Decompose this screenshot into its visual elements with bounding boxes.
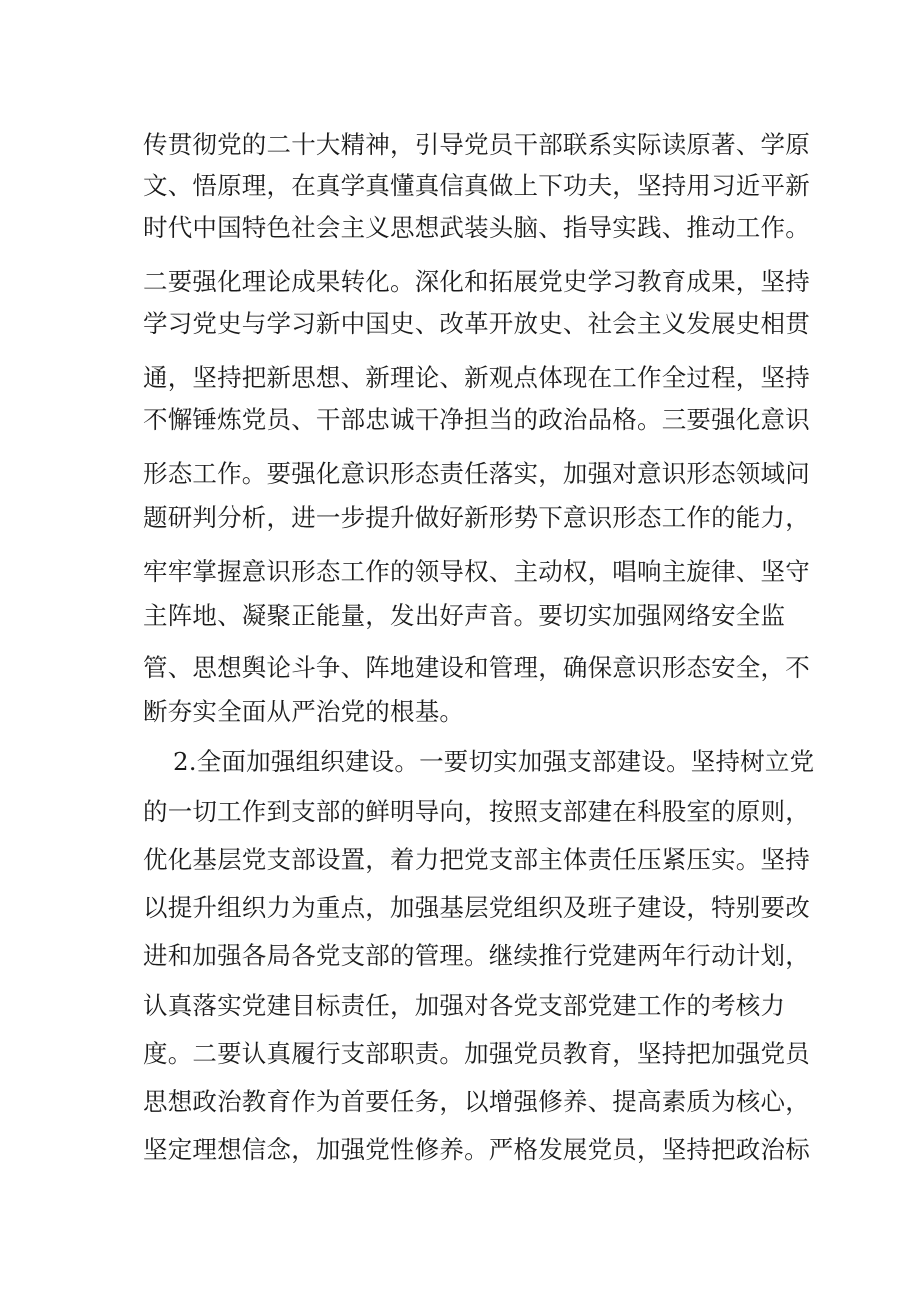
section-heading-line: 2.全面加强组织建设。一要切实加强支部建设。坚持树立党 bbox=[173, 747, 815, 776]
body-text-line: 断夯实全面从严治党的根基。 bbox=[143, 697, 465, 726]
body-text-line: 时代中国特色社会主义思想武装头脑、指导实践、推动工作。 bbox=[143, 213, 810, 242]
body-text-line: 文、悟原理，在真学真懂真信真做上下功夫，坚持用习近平新 bbox=[143, 171, 810, 200]
body-text-line: 思想政治教育作为首要任务，以增强修养、提高素质为核心， bbox=[143, 1087, 810, 1116]
body-text-line: 管、思想舆论斗争、阵地建设和管理，确保意识形态安全，不 bbox=[143, 653, 810, 682]
body-text-line: 形态工作。要强化意识形态责任落实，加强对意识形态领域问 bbox=[143, 459, 810, 488]
body-text-line: 学习党史与学习新中国史、改革开放史、社会主义发展史相贯 bbox=[143, 309, 810, 338]
body-text-line: 通，坚持把新思想、新理论、新观点体现在工作全过程，坚持 bbox=[143, 363, 810, 392]
body-text-line: 不懈锤炼党员、干部忠诚干净担当的政治品格。三要强化意识 bbox=[143, 405, 810, 434]
body-text-line: 优化基层党支部设置，着力把党支部主体责任压紧压实。坚持 bbox=[143, 845, 810, 874]
body-text-line: 传贯彻党的二十大精神，引导党员干部联系实际读原著、学原 bbox=[143, 130, 810, 159]
body-text-line: 度。二要认真履行支部职责。加强党员教育，坚持把加强党员 bbox=[143, 1039, 810, 1068]
body-text-line: 坚定理想信念，加强党性修养。严格发展党员，坚持把政治标 bbox=[143, 1135, 810, 1164]
body-text-line: 题研判分析，进一步提升做好新形势下意识形态工作的能力， bbox=[143, 503, 810, 532]
body-text-line: 牢牢掌握意识形态工作的领导权、主动权，唱响主旋律、坚守 bbox=[143, 557, 810, 586]
body-text-line: 进和加强各局各党支部的管理。继续推行党建两年行动计划， bbox=[143, 941, 810, 970]
body-text-line: 的一切工作到支部的鲜明导向，按照支部建在科股室的原则， bbox=[143, 797, 810, 826]
body-text-line: 二要强化理论成果转化。深化和拓展党史学习教育成果，坚持 bbox=[143, 267, 810, 296]
body-text-line: 以提升组织力为重点，加强基层党组织及班子建设，特别要改 bbox=[143, 893, 810, 922]
body-text-line: 认真落实党建目标责任，加强对各党支部党建工作的考核力 bbox=[143, 991, 786, 1020]
body-text-line: 主阵地、凝聚正能量，发出好声音。要切实加强网络安全监 bbox=[143, 601, 786, 630]
